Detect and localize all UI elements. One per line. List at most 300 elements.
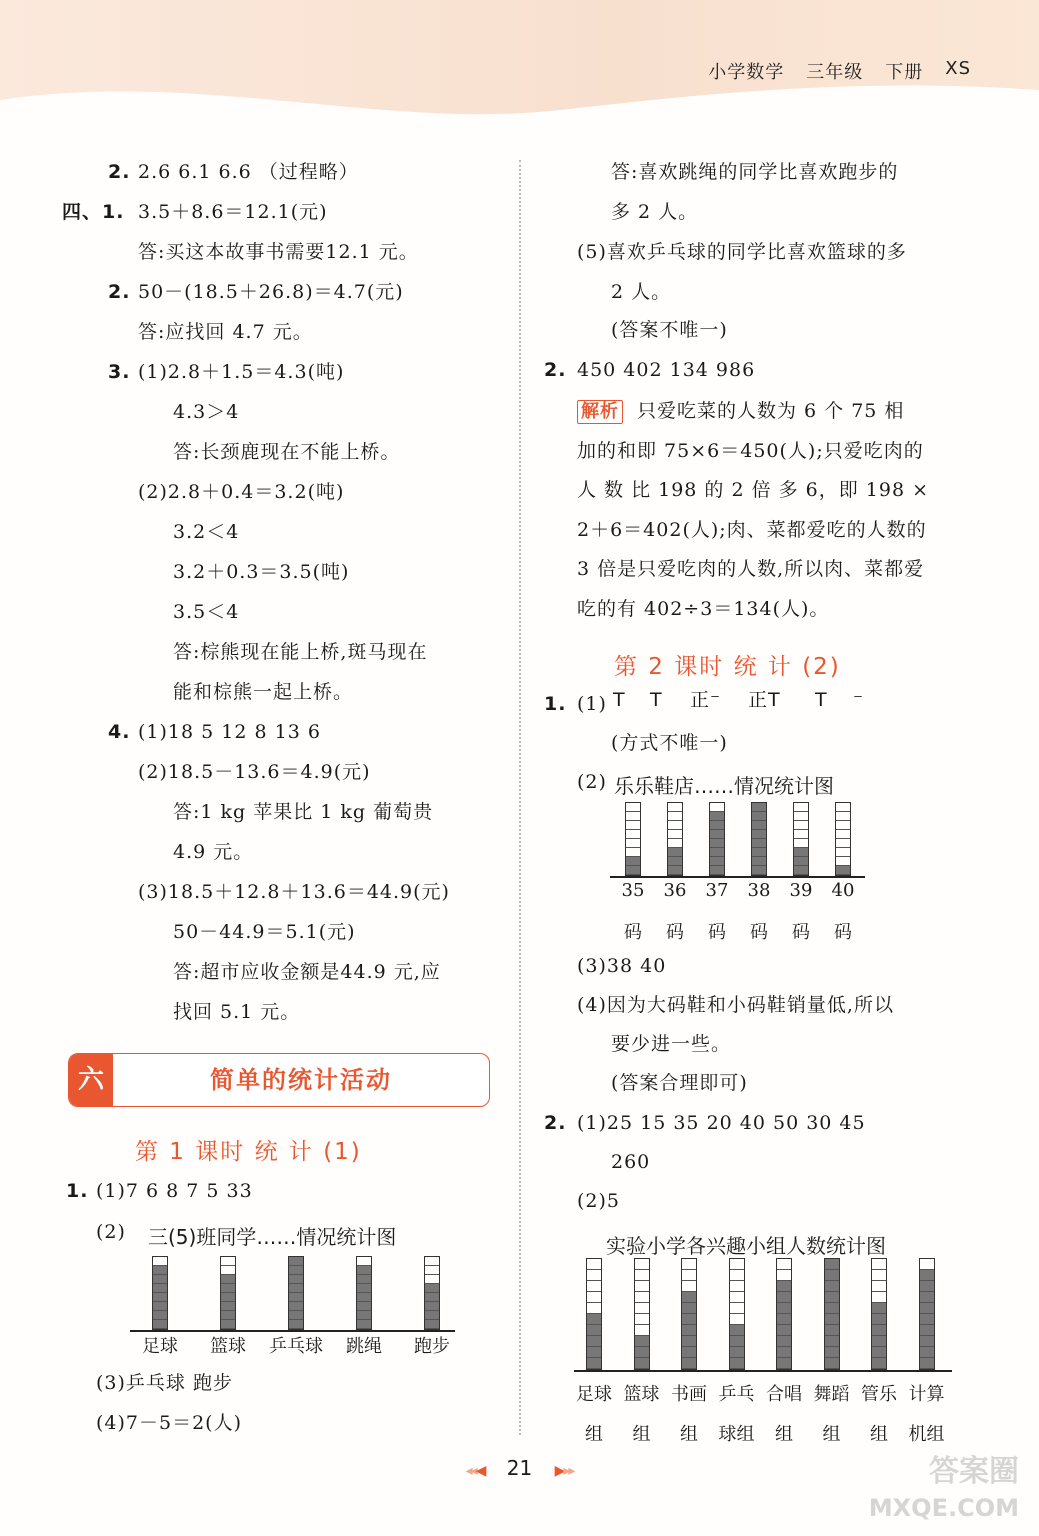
bar-cell (682, 1270, 696, 1281)
bar-cell (825, 1347, 839, 1358)
tick-label: 组 (775, 1424, 793, 1445)
bar-cell (710, 812, 724, 821)
bar-cell (289, 1293, 303, 1302)
bar-cell (153, 1293, 167, 1302)
answer-line: (4)因为大码鞋和小码鞋销量低,所以 (577, 994, 894, 1016)
bar (776, 1258, 792, 1370)
answer-line: 答:超市应收金额是44.9 元,应 (173, 961, 441, 983)
bar-cell (872, 1347, 886, 1358)
bar-cell (710, 848, 724, 857)
bar-cell (777, 1336, 791, 1347)
bar (919, 1258, 935, 1370)
bar (871, 1258, 887, 1370)
tick-label: 组 (822, 1424, 841, 1445)
prev-arrow-icon: ◀ (475, 1463, 485, 1479)
bar-cell (153, 1311, 167, 1320)
bar-cell (872, 1336, 886, 1347)
bar-cell (794, 830, 808, 839)
bar (356, 1256, 372, 1330)
bar-cell (836, 839, 850, 848)
bar-cell (668, 857, 682, 866)
bar-cell (777, 1303, 791, 1314)
bar-cell (836, 866, 850, 875)
bar-cell (357, 1293, 371, 1302)
analysis-label: 解析 (577, 400, 623, 424)
bar-cell (425, 1284, 439, 1293)
answer-line: (3)18.5＋12.8＋13.6＝44.9(元) (138, 881, 450, 903)
bar-cell (635, 1325, 649, 1336)
answer-line: 答:长颈鹿现在不能上桥。 (173, 441, 401, 463)
answer-line: 答:1 kg 苹果比 1 kg 葡萄贵 (173, 801, 434, 823)
analysis-line: 加的和即 75×6＝450(人);只爱吃肉的 (577, 439, 924, 462)
question-number: 四、1. (62, 201, 125, 223)
bar-cell (872, 1325, 886, 1336)
lesson-title-2: 第 2 课时 统 计 (2) (614, 654, 841, 680)
bar-cell (836, 857, 850, 866)
chart-title-3: 实验小学各兴趣小组人数统计图 (606, 1234, 886, 1258)
bar-cell (682, 1303, 696, 1314)
bar-cell (872, 1314, 886, 1325)
question-number: 2. (544, 1112, 567, 1134)
bar-cell (730, 1358, 744, 1369)
bar-cell (587, 1325, 601, 1336)
bar-cell (752, 821, 766, 830)
bar-cell (682, 1347, 696, 1358)
bar-cell (668, 839, 682, 848)
bar-cell (587, 1303, 601, 1314)
bar-cell (825, 1270, 839, 1281)
bar-cell (425, 1257, 439, 1266)
bar-cell (221, 1284, 235, 1293)
bar-cell (626, 839, 640, 848)
answer-line: (3)乒乓球 跑步 (96, 1372, 233, 1394)
bar (586, 1258, 602, 1370)
bar-cell (794, 857, 808, 866)
watermark-line1: 答案圈 (929, 1454, 1019, 1489)
bar-cell (153, 1275, 167, 1284)
answer-line: 260 (611, 1151, 651, 1173)
tally-mark: 正T (748, 689, 781, 711)
bar-cell (710, 857, 724, 866)
bar-cell (710, 803, 724, 812)
question-number: 1. (66, 1180, 89, 1202)
bar (424, 1256, 440, 1330)
answer-line: 4.9 元。 (173, 841, 254, 863)
tick-label: 39 (789, 880, 813, 901)
answer-line: (方式不唯一) (611, 732, 728, 754)
analysis-line: 3 倍是只爱吃肉的人数,所以肉、菜都爱 (577, 558, 925, 580)
question-number: 4. (108, 721, 131, 743)
tick-label: 码 (792, 922, 810, 943)
bar-cell (635, 1314, 649, 1325)
tick-label: 机组 (908, 1424, 945, 1445)
watermark-logo (869, 1454, 1019, 1526)
bar-cell (668, 830, 682, 839)
tick-label: 足球 (142, 1336, 178, 1357)
bar-cell (920, 1347, 934, 1358)
bar-cell (752, 848, 766, 857)
bar-cell (221, 1320, 235, 1329)
answer-line: 多 2 人。 (611, 201, 699, 223)
bar-cell (752, 857, 766, 866)
bar-cell (794, 812, 808, 821)
chart-title-2: 乐乐鞋店……情况统计图 (614, 774, 834, 798)
bar-cell (836, 803, 850, 812)
answer-line: (答案合理即可) (611, 1072, 748, 1094)
answer-line: (1)18 5 12 8 13 6 (138, 721, 321, 743)
bar-cell (357, 1257, 371, 1266)
bar-cell (425, 1275, 439, 1284)
tick-label: 乒乓球 (269, 1336, 323, 1357)
bar-cell (730, 1336, 744, 1347)
bar (625, 802, 641, 876)
bar-cell (920, 1303, 934, 1314)
bar-cell (682, 1292, 696, 1303)
answer-line: (1)7 6 8 7 5 33 (96, 1180, 253, 1202)
bar-cell (836, 821, 850, 830)
tally-mark: 正⁻ (690, 689, 722, 711)
tick-label: 跳绳 (346, 1336, 382, 1357)
bar-cell (682, 1336, 696, 1347)
answer-line: 50－44.9＝5.1(元) (173, 921, 356, 943)
tick-label: 足球 (576, 1384, 612, 1405)
chart-title-1: 三(5)班同学……情况统计图 (148, 1225, 397, 1249)
tally-mark: T (650, 689, 663, 711)
bar-cell (920, 1292, 934, 1303)
bar-cell (825, 1358, 839, 1369)
answer-line: (答案不唯一) (611, 319, 728, 341)
bar-cell (920, 1336, 934, 1347)
tick-label: 跑步 (414, 1336, 450, 1357)
header-volume: 下册 (885, 62, 924, 83)
bar-cell (425, 1293, 439, 1302)
question-number: 1. (544, 693, 567, 715)
bar (667, 802, 683, 876)
tick-label: 组 (585, 1424, 603, 1445)
analysis-line: 吃的有 402÷3＝134(人)。 (577, 597, 830, 620)
bar-cell (626, 812, 640, 821)
bar-cell (635, 1259, 649, 1270)
bar-cell (357, 1284, 371, 1293)
bar-cell (730, 1259, 744, 1270)
tick-label: 码 (624, 922, 642, 943)
answer-line: 找回 5.1 元。 (173, 1001, 301, 1023)
bar-cell (221, 1266, 235, 1275)
tick-label: 书画 (671, 1384, 707, 1405)
bar (681, 1258, 697, 1370)
tick-label: 35 (621, 880, 645, 901)
answer-line: 450 402 134 986 (577, 359, 756, 381)
bar-cell (794, 866, 808, 875)
bar-cell (872, 1303, 886, 1314)
bar-cell (587, 1281, 601, 1292)
bar-cell (357, 1320, 371, 1329)
bar-cell (825, 1292, 839, 1303)
bar (824, 1258, 840, 1370)
bar-cell (587, 1314, 601, 1325)
tick-label: 球组 (718, 1424, 755, 1445)
bar-cell (794, 839, 808, 848)
bar-cell (836, 812, 850, 821)
bar-cell (289, 1266, 303, 1275)
bar-cell (626, 866, 640, 875)
bar-cell (682, 1281, 696, 1292)
bar-cell (825, 1281, 839, 1292)
bar-cell (825, 1325, 839, 1336)
bar-cell (836, 830, 850, 839)
answer-line: (1)2.8＋1.5＝4.3(吨) (138, 361, 345, 383)
bar-cell (587, 1358, 601, 1369)
answer-line: 3.2＜4 (173, 521, 240, 543)
bar-cell (777, 1259, 791, 1270)
bar-cell (221, 1311, 235, 1320)
answer-line: 答:棕熊现在能上桥,斑马现在 (173, 641, 428, 663)
bar-cell (668, 803, 682, 812)
bar-cell (920, 1358, 934, 1369)
bar-cell (635, 1358, 649, 1369)
answer-line: 3.2＋0.3＝3.5(吨) (173, 561, 350, 583)
answer-line: (2) (96, 1221, 126, 1243)
bar-cell (357, 1311, 371, 1320)
tally-mark: T (613, 689, 626, 711)
answer-line: 3.5＜4 (173, 601, 240, 623)
bar-cell (425, 1302, 439, 1311)
bar-cell (920, 1270, 934, 1281)
bar-cell (682, 1325, 696, 1336)
answer-line: (3)38 40 (577, 955, 667, 977)
bar-cell (825, 1303, 839, 1314)
analysis-line: 2＋6＝402(人);肉、菜都爱吃的人数的 (577, 518, 927, 541)
tick-label: 码 (666, 922, 684, 943)
bar-cell (587, 1292, 601, 1303)
tick-label: 码 (834, 922, 852, 943)
tick-label: 38 (747, 880, 771, 901)
tick-label: 组 (680, 1424, 698, 1445)
bar-cell (587, 1270, 601, 1281)
unit-number: 六 (69, 1054, 113, 1106)
bar-cell (425, 1266, 439, 1275)
tally-mark: ⁻ (853, 689, 865, 711)
answer-line: 2.6 6.1 6.6 （过程略） (138, 161, 359, 183)
question-number: 2. (108, 161, 131, 183)
bar-cell (730, 1303, 744, 1314)
answer-line: 要少进一些。 (611, 1033, 732, 1055)
bar (793, 802, 809, 876)
bar-cell (710, 821, 724, 830)
analysis-first-line (577, 399, 904, 424)
column-divider (519, 160, 521, 1435)
prev-arrows-icon: ◂◂ (465, 1463, 476, 1479)
next-arrow-icon: ▶ (554, 1463, 564, 1479)
answer-line: 答:喜欢跳绳的同学比喜欢跑步的 (611, 161, 899, 183)
answer-line: 3.5＋8.6＝12.1(元) (138, 201, 328, 223)
bar-cell (289, 1311, 303, 1320)
bar-cell (635, 1303, 649, 1314)
tick-label: 37 (705, 880, 729, 901)
answer-line: 答:应找回 4.7 元。 (138, 321, 313, 343)
tick-label: 36 (663, 880, 687, 901)
bar-cell (825, 1314, 839, 1325)
bar (152, 1256, 168, 1330)
question-number: 2. (544, 359, 567, 381)
bar-cell (425, 1311, 439, 1320)
bar-cell (635, 1347, 649, 1358)
bar-cell (682, 1259, 696, 1270)
bar-cell (777, 1314, 791, 1325)
chart-prefix: (2) (577, 771, 607, 793)
bar-cell (289, 1302, 303, 1311)
answer-line: (2)18.5－13.6＝4.9(元) (138, 761, 371, 783)
bar-cell (794, 848, 808, 857)
bar-cell (777, 1325, 791, 1336)
bar-cell (752, 866, 766, 875)
unit-header (68, 1053, 490, 1107)
bar-cell (752, 830, 766, 839)
bar-cell (153, 1284, 167, 1293)
bar-cell (289, 1257, 303, 1266)
bar-cell (357, 1275, 371, 1284)
tick-label: 组 (870, 1424, 888, 1445)
bar-cell (289, 1284, 303, 1293)
tick-label: 舞蹈 (813, 1384, 850, 1405)
answer-line: 4.3＞4 (173, 401, 240, 423)
bar-cell (730, 1281, 744, 1292)
unit-title: 简单的统计活动 (210, 1066, 392, 1094)
page-header (708, 58, 971, 84)
bar-cell (920, 1259, 934, 1270)
bar (709, 802, 725, 876)
bar-cell (752, 839, 766, 848)
answer-line: (4)7－5＝2(人) (96, 1412, 243, 1434)
bar-cell (357, 1266, 371, 1275)
answer-line: 能和棕熊一起上桥。 (173, 681, 354, 703)
answer-line: (1) (577, 693, 607, 715)
bar (288, 1256, 304, 1330)
bar-cell (425, 1320, 439, 1329)
answer-line: (2)2.8＋0.4＝3.2(吨) (138, 481, 345, 503)
bar-cell (626, 830, 640, 839)
watermark-line2: MXQE.COM (868, 1494, 1019, 1522)
bar-cell (920, 1325, 934, 1336)
analysis-line: 人 数 比 198 的 2 倍 多 6，即 198 × (577, 479, 930, 501)
bar-cell (626, 821, 640, 830)
answer-line: 50－(18.5＋26.8)＝4.7(元) (138, 281, 404, 303)
question-number: 3. (108, 361, 131, 383)
bar-cell (587, 1336, 601, 1347)
bar-cell (289, 1275, 303, 1284)
bar-cell (710, 839, 724, 848)
bar-cell (221, 1302, 235, 1311)
answer-line: (5)喜欢乒乓球的同学比喜欢篮球的多 (577, 241, 907, 263)
bar-cell (635, 1270, 649, 1281)
bar-cell (221, 1275, 235, 1284)
bar-cell (872, 1292, 886, 1303)
tick-label: 篮球 (623, 1384, 660, 1405)
tick-label: 计算 (908, 1384, 945, 1405)
bar-cell (872, 1259, 886, 1270)
answer-line: 答:买这本故事书需要12.1 元。 (138, 241, 419, 263)
header-grade: 三年级 (806, 62, 864, 83)
question-number: 2. (108, 281, 131, 303)
bar-cell (682, 1314, 696, 1325)
bar-cell (626, 803, 640, 812)
bar-cell (836, 848, 850, 857)
bar-cell (777, 1270, 791, 1281)
bar-cell (710, 866, 724, 875)
tick-label: 组 (632, 1424, 651, 1445)
bar-cell (635, 1281, 649, 1292)
bar-cell (635, 1292, 649, 1303)
bar (751, 802, 767, 876)
bar-cell (668, 821, 682, 830)
bar-cell (794, 821, 808, 830)
next-arrows-icon: ▸▸ (563, 1463, 574, 1479)
bar-cell (710, 830, 724, 839)
header-edition: XS (945, 58, 971, 79)
bar-cell (730, 1292, 744, 1303)
bar-cell (920, 1281, 934, 1292)
bar-cell (221, 1293, 235, 1302)
bar-cell (794, 803, 808, 812)
bar-cell (920, 1314, 934, 1325)
bar-cell (872, 1281, 886, 1292)
bar-cell (153, 1266, 167, 1275)
bar-cell (752, 812, 766, 821)
bar-cell (777, 1281, 791, 1292)
bar-cell (626, 857, 640, 866)
bar (634, 1258, 650, 1370)
bar-cell (668, 848, 682, 857)
bar-cell (872, 1358, 886, 1369)
lesson-title-1: 第 1 课时 统 计 (1) (135, 1139, 362, 1165)
analysis-text: 只爱吃菜的人数为 6 个 75 相 (637, 400, 905, 422)
answer-line: (1)25 15 35 20 40 50 30 45 (577, 1112, 866, 1134)
bar-cell (668, 812, 682, 821)
bar-cell (221, 1257, 235, 1266)
tally-mark: T (815, 689, 828, 711)
bar-cell (825, 1259, 839, 1270)
bar-cell (872, 1270, 886, 1281)
bar-cell (730, 1314, 744, 1325)
bar (729, 1258, 745, 1370)
tick-label: 管乐 (861, 1384, 897, 1405)
bar-cell (825, 1336, 839, 1347)
bar-cell (777, 1347, 791, 1358)
tick-label: 40 (831, 880, 855, 901)
bar-cell (668, 866, 682, 875)
x-axis (610, 876, 865, 878)
bar-cell (752, 803, 766, 812)
bar-cell (289, 1320, 303, 1329)
bar-cell (626, 848, 640, 857)
tick-label: 码 (708, 922, 726, 943)
x-axis (574, 1370, 952, 1372)
tick-label: 码 (750, 922, 768, 943)
bar (835, 802, 851, 876)
answer-line: 2 人。 (611, 281, 672, 303)
tick-label: 合唱 (766, 1384, 802, 1405)
bar-cell (153, 1257, 167, 1266)
bar-cell (730, 1347, 744, 1358)
bar-cell (153, 1320, 167, 1329)
bar-cell (682, 1358, 696, 1369)
bar-cell (730, 1325, 744, 1336)
page-number: 21 (506, 1456, 533, 1480)
bar-cell (153, 1302, 167, 1311)
header-subject: 小学数学 (708, 62, 785, 83)
bar-cell (587, 1259, 601, 1270)
bar-cell (777, 1292, 791, 1303)
